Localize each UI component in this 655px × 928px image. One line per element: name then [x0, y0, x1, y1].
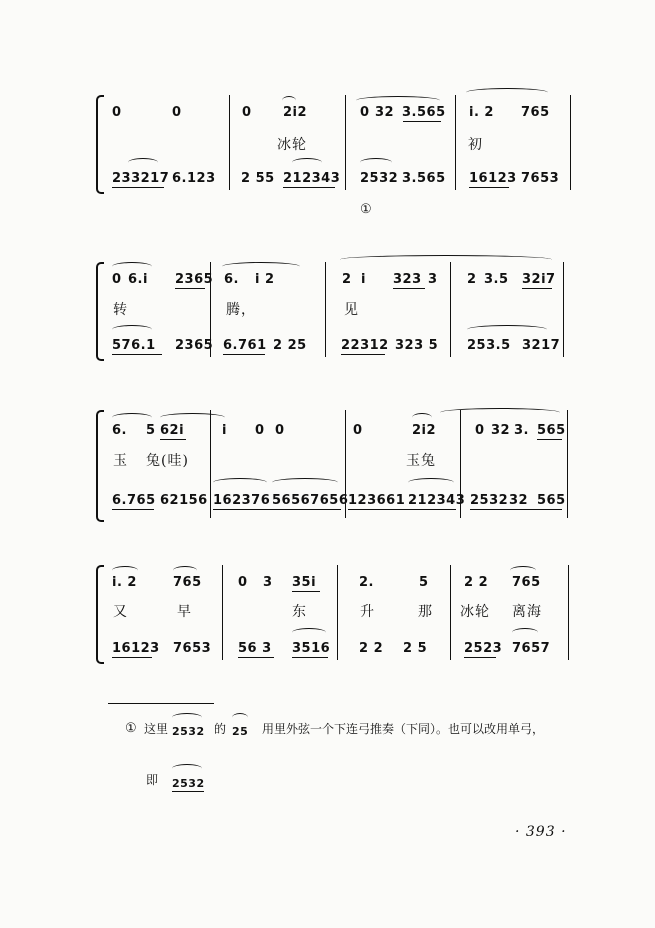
melody-note: 323 — [393, 272, 422, 287]
footnote-notation: 25 — [232, 725, 249, 738]
melody-note: 0 — [255, 423, 265, 438]
slur-mark — [408, 478, 454, 487]
accomp-note: 2 2 — [359, 641, 384, 656]
lyric-text: 转 — [113, 302, 128, 318]
slur-mark — [213, 478, 267, 487]
accomp-note: 123661 — [348, 493, 406, 508]
accomp-note: 2 5 — [403, 641, 428, 656]
slur-mark — [512, 628, 538, 637]
lyric-text: 又 — [113, 604, 128, 620]
underline-mark — [172, 791, 204, 792]
barline — [450, 262, 451, 357]
underline-mark — [175, 288, 205, 289]
barline — [325, 262, 326, 357]
barline — [567, 410, 568, 518]
underline-mark — [160, 439, 186, 440]
melody-note: 32 — [491, 423, 511, 438]
melody-note: i. 2 — [469, 105, 494, 120]
barline — [570, 95, 571, 190]
melody-note: 32 — [375, 105, 395, 120]
underline-mark — [292, 591, 320, 592]
slur-mark — [232, 713, 248, 722]
melody-note: 0 — [112, 272, 122, 287]
barline — [563, 262, 564, 357]
lyric-text: 那 — [418, 604, 433, 620]
accomp-note: 2 25 — [273, 338, 307, 353]
underline-mark — [537, 439, 562, 440]
footnote-notation: 2532 — [172, 777, 205, 790]
accomp-note: 2 55 — [241, 171, 275, 186]
slur-mark — [128, 158, 158, 167]
slur-mark — [412, 413, 432, 422]
accomp-note: 16123 — [469, 171, 517, 186]
footnote-notation: 2532 — [172, 725, 205, 738]
footnote-text: 这里 — [144, 722, 169, 736]
melody-note: i — [361, 272, 366, 287]
barline — [229, 95, 230, 190]
melody-note: 0 — [172, 105, 182, 120]
system-brace — [96, 410, 104, 522]
melody-note: 0 — [238, 575, 248, 590]
slur-mark — [160, 413, 225, 422]
slur-mark — [112, 325, 152, 334]
underline-mark — [112, 657, 152, 658]
lyric-text: 冰轮 — [277, 137, 307, 153]
melody-note: 2 — [467, 272, 477, 287]
melody-note: 6. — [112, 423, 127, 438]
accomp-note: 16123 — [112, 641, 160, 656]
barline — [345, 95, 346, 190]
melody-note: 0 — [242, 105, 252, 120]
lyric-text: 升 — [360, 604, 375, 620]
melody-note: 6. — [224, 272, 239, 287]
system-brace — [96, 565, 104, 664]
underline-mark — [464, 657, 496, 658]
underline-mark — [403, 121, 441, 122]
underline-mark — [393, 288, 425, 289]
barline — [210, 410, 211, 518]
slur-mark — [112, 566, 138, 575]
slur-mark — [292, 158, 322, 167]
melody-note: 765 — [173, 575, 202, 590]
underline-mark — [213, 509, 341, 510]
accomp-note: 212343 — [408, 493, 466, 508]
melody-note: 0 — [275, 423, 285, 438]
melody-note: i — [222, 423, 227, 438]
footnote-text: 的 — [214, 722, 227, 736]
lyric-text: 兔(哇) — [146, 453, 189, 469]
slur-mark — [173, 566, 197, 575]
melody-note: 6.i — [128, 272, 148, 287]
barline — [568, 565, 569, 660]
accomp-note: 7653 — [173, 641, 212, 656]
melody-note: 565 — [537, 423, 566, 438]
melody-note: i. 2 — [112, 575, 137, 590]
melody-note: 5 — [146, 423, 156, 438]
lyric-text: 腾， — [226, 302, 256, 318]
accomp-note: 56 3 — [238, 641, 272, 656]
melody-note: 2i2 — [412, 423, 437, 438]
accomp-note: 7653 — [521, 171, 560, 186]
slur-mark — [112, 413, 152, 422]
accomp-note: 6.123 — [172, 171, 216, 186]
barline — [337, 565, 338, 660]
accomp-note: 6.765 — [112, 493, 156, 508]
lyric-text: 初 — [468, 137, 483, 153]
underline-mark — [341, 354, 385, 355]
accomp-note: 3.565 — [402, 171, 446, 186]
barline — [455, 95, 456, 190]
underline-mark — [469, 187, 509, 188]
lyric-text: 冰轮 — [460, 604, 490, 620]
slur-mark — [172, 713, 202, 722]
slur-mark — [112, 262, 152, 271]
melody-note: 0 — [475, 423, 485, 438]
accomp-note: 3516 — [292, 641, 331, 656]
melody-note: 2. — [359, 575, 374, 590]
melody-note: 5 — [419, 575, 429, 590]
footnote-ref-marker: ① — [360, 202, 372, 217]
melody-note: 3. — [514, 423, 529, 438]
slur-mark — [356, 96, 440, 105]
slur-mark — [222, 262, 300, 271]
accomp-note: 576.1 — [112, 338, 156, 353]
underline-mark — [223, 354, 265, 355]
footnote-rule — [108, 703, 214, 704]
accomp-note: 7657 — [512, 641, 551, 656]
accomp-note: 6.761 — [223, 338, 267, 353]
melody-note: 765 — [521, 105, 550, 120]
system-brace — [96, 95, 104, 194]
slur-mark — [440, 408, 560, 417]
accomp-note: 2365 — [175, 338, 214, 353]
slur-mark — [466, 88, 548, 97]
melody-note: 3.5 — [484, 272, 509, 287]
underline-mark — [112, 187, 164, 188]
accomp-note: 32 — [509, 493, 529, 508]
lyric-text: 玉 — [113, 453, 128, 469]
page-number: · 393 · — [515, 824, 567, 840]
underline-mark — [283, 187, 335, 188]
melody-note: 32i7 — [522, 272, 556, 287]
accomp-note: 253.5 — [467, 338, 511, 353]
barline — [222, 565, 223, 660]
melody-note: 35i — [292, 575, 317, 590]
lyric-text: 东 — [292, 604, 307, 620]
slur-mark — [272, 478, 338, 487]
melody-note: 2 2 — [464, 575, 489, 590]
melody-note: 0 — [360, 105, 370, 120]
melody-note: 0 — [112, 105, 122, 120]
system-brace — [96, 262, 104, 361]
accomp-note: 2532 — [470, 493, 509, 508]
underline-mark — [238, 657, 274, 658]
accomp-note: 56567656 — [272, 493, 349, 508]
slur-mark — [510, 566, 536, 575]
underline-mark — [522, 288, 552, 289]
accomp-note: 22312 — [341, 338, 389, 353]
accomp-note: 62156 — [160, 493, 208, 508]
footnote-text: 用里外弦一个下连弓推奏（下同）。也可以改用单弓， — [262, 722, 545, 736]
melody-note: 0 — [353, 423, 363, 438]
footnote-marker: ① — [125, 721, 137, 736]
slur-mark — [340, 255, 552, 264]
melody-note: i 2 — [255, 272, 275, 287]
melody-note: 2365 — [175, 272, 214, 287]
accomp-note: 323 5 — [395, 338, 439, 353]
accomp-note: 565 — [537, 493, 566, 508]
accomp-note: 162376 — [213, 493, 271, 508]
melody-note: 3 — [263, 575, 273, 590]
accomp-note: 233217 — [112, 171, 170, 186]
melody-note: 2 — [342, 272, 352, 287]
barline — [450, 565, 451, 660]
slur-mark — [172, 764, 202, 773]
lyric-text: 早 — [177, 604, 192, 620]
accomp-note: 2523 — [464, 641, 503, 656]
accomp-note: 212343 — [283, 171, 341, 186]
melody-note: 3.565 — [402, 105, 446, 120]
slur-mark — [282, 96, 296, 105]
underline-mark — [348, 509, 456, 510]
underline-mark — [292, 657, 328, 658]
melody-note: 2i2 — [283, 105, 308, 120]
melody-note: 62i — [160, 423, 185, 438]
underline-mark — [112, 354, 162, 355]
accomp-note: 2532 — [360, 171, 399, 186]
lyric-text: 离海 — [512, 604, 542, 620]
slur-mark — [292, 628, 326, 637]
footnote-text: 即 — [146, 773, 159, 787]
accomp-note: 3217 — [522, 338, 561, 353]
melody-note: 765 — [512, 575, 541, 590]
lyric-text: 玉兔 — [406, 453, 436, 469]
slur-mark — [360, 158, 392, 167]
slur-mark — [467, 325, 547, 334]
melody-note: 3 — [428, 272, 438, 287]
underline-mark — [112, 509, 154, 510]
underline-mark — [470, 509, 562, 510]
lyric-text: 见 — [344, 302, 359, 318]
